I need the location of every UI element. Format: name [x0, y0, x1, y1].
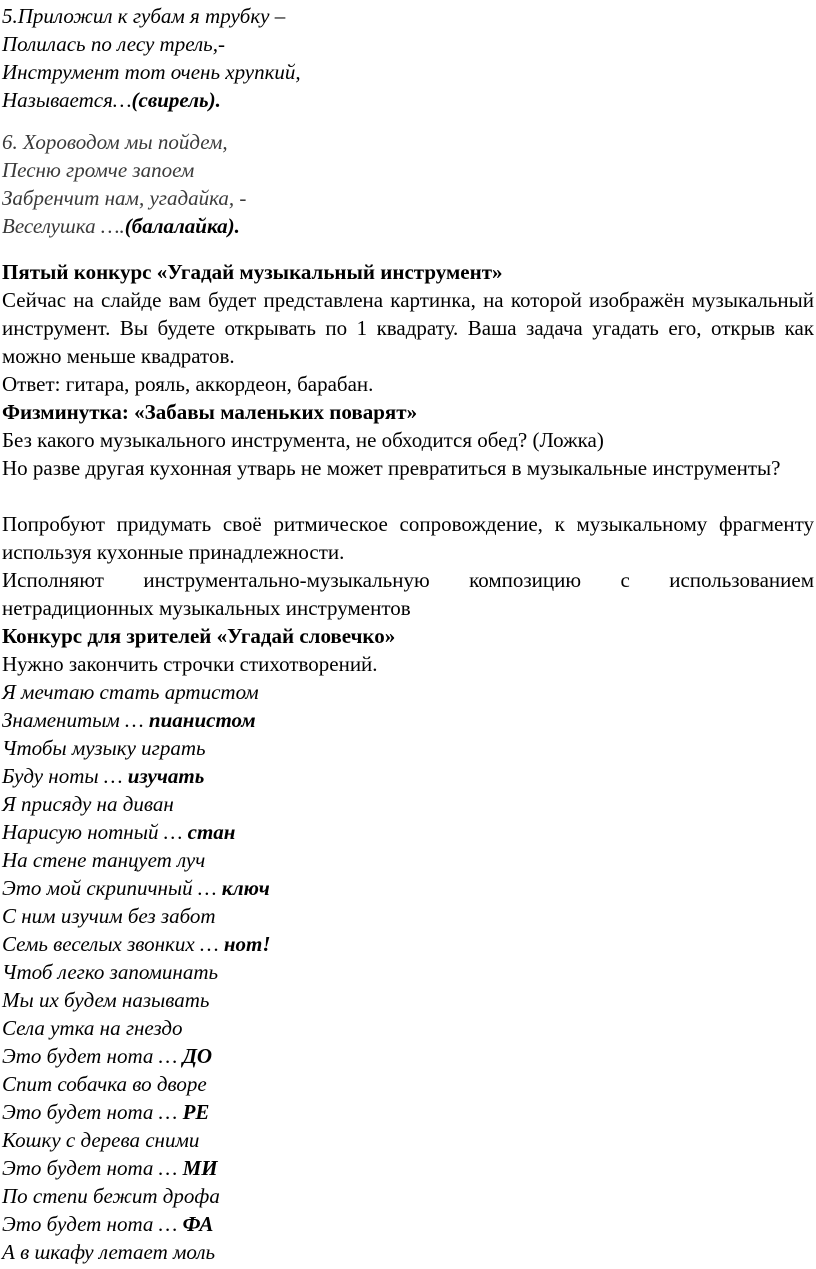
poem-line-text: Знаменитым …	[2, 708, 149, 732]
poem-line	[2, 846, 205, 874]
riddle-5-line-4-text: Называется…	[2, 88, 132, 112]
riddle-6-line-4-text: Веселушка ….	[2, 214, 125, 238]
poem-line	[2, 1098, 209, 1126]
poem-line-text: Нарисую нотный …	[2, 820, 188, 844]
riddle-6-line-2: Песню громче запоем	[2, 158, 195, 182]
riddle-5-line-4	[2, 86, 221, 114]
poem-line-text: Я мечтаю стать артистом	[2, 680, 259, 704]
contest-5-answer: Ответ: гитара, рояль, аккордеон, барабан.	[2, 372, 374, 396]
riddle-5-line-1: 5.Приложил к губам я трубку –	[2, 4, 286, 28]
riddle-6-line-3: Забренчит нам, угадайка, -	[2, 186, 247, 210]
poem-line-text: Кошку с дерева сними	[2, 1128, 200, 1152]
poem-line-text: А в шкафу летает моль	[2, 1240, 216, 1264]
poem-line-answer: нот!	[223, 932, 271, 956]
riddle-5-line-3: Инструмент тот очень хрупкий,	[2, 60, 301, 84]
physminute-paragraph-3: Попробуют придумать своё ритмическое сопровождение, к музыкальному фрагменту используя кухонные принадлежности.	[2, 512, 814, 564]
poem-line	[2, 930, 271, 958]
poem-line	[2, 818, 235, 846]
poem-line	[2, 1238, 215, 1266]
poem-line-text: Чтобы музыку играть	[2, 736, 206, 760]
poem-line-text: Это будет нота …	[2, 1156, 183, 1180]
audience-contest-intro: Нужно закончить строчки стихотворений.	[2, 652, 378, 676]
poem-line	[2, 1154, 218, 1182]
poem-line	[2, 1182, 220, 1210]
riddle-6-line-1: 6. Хороводом мы пойдем,	[2, 130, 228, 154]
audience-contest-heading: Конкурс для зрителей «Угадай словечко»	[2, 624, 396, 648]
poem-line	[2, 734, 206, 762]
poem-line-answer: ФА	[182, 1212, 214, 1236]
poem-line-text: Я присяду на диван	[2, 792, 174, 816]
poem-line-text: По степи бежит дрофа	[2, 1184, 220, 1208]
poem-line	[2, 762, 204, 790]
poem-line-answer: ДО	[182, 1044, 213, 1068]
poem-line-text: Это будет нота …	[2, 1100, 183, 1124]
poem-line	[2, 1210, 213, 1238]
riddle-6-answer: (балалайка).	[124, 214, 240, 238]
poem-line-answer: ключ	[221, 876, 270, 900]
poem-line-text: Это будет нота …	[2, 1044, 183, 1068]
poem-line-answer: МИ	[182, 1156, 218, 1180]
poem-line-text: Мы их будем называть	[2, 988, 210, 1012]
poem-line	[2, 790, 174, 818]
contest-5-heading: Пятый конкурс «Угадай музыкальный инструмент»	[2, 260, 503, 284]
physminute-paragraph-2: Но разве другая кухонная утварь не может превратиться в музыкальные инструменты?	[2, 456, 781, 480]
poem-line-text: Семь веселых звонких …	[2, 932, 224, 956]
poem-line-answer: стан	[187, 820, 236, 844]
poem-line-text: На стене танцует луч	[2, 848, 206, 872]
poem-line-text: С ним изучим без забот	[2, 904, 216, 928]
poem-line-answer: РЕ	[182, 1100, 210, 1124]
poem-line	[2, 874, 270, 902]
poem-line-text: Буду ноты …	[2, 764, 128, 788]
poem-line-text: Это мой скрипичный …	[2, 876, 222, 900]
riddle-5-line-2: Полилась по лесу трель,-	[2, 32, 225, 56]
poem-line	[2, 958, 218, 986]
poem-line-text: Спит собачка во дворе	[2, 1072, 207, 1096]
poem-line-answer: пианистом	[148, 708, 256, 732]
poem-line-answer: изучать	[127, 764, 205, 788]
poem-line-text: Села утка на гнездо	[2, 1016, 183, 1040]
physminute-paragraph-1: Без какого музыкального инструмента, не обходится обед? (Ложка)	[2, 428, 604, 452]
poem-line	[2, 1042, 212, 1070]
contest-5-paragraph: Сейчас на слайде вам будет представлена картинка, на которой изображён музыкальный инструмент. Вы будете открывать по 1 квадрату. Ваша задача угадать его, открыв как можно меньше квадратов.	[2, 288, 814, 368]
riddle-6-line-4	[2, 212, 240, 240]
physminute-paragraph-4: Исполняют инструментально-музыкальную композицию с использованием нетрадиционных музыкальных инструментов	[2, 568, 814, 620]
poem-line	[2, 1126, 199, 1154]
poem-line	[2, 902, 216, 930]
poem-line-text: Это будет нота …	[2, 1212, 183, 1236]
physminute-heading: Физминутка: «Забавы маленьких поварят»	[2, 400, 418, 424]
riddle-5-answer: (свирель).	[131, 88, 221, 112]
poem-line	[2, 1014, 183, 1042]
poem-line	[2, 986, 209, 1014]
poem-line-text: Чтоб легко запоминать	[2, 960, 219, 984]
poem-line	[2, 678, 259, 706]
poem-line	[2, 1070, 207, 1098]
poem-line	[2, 706, 256, 734]
